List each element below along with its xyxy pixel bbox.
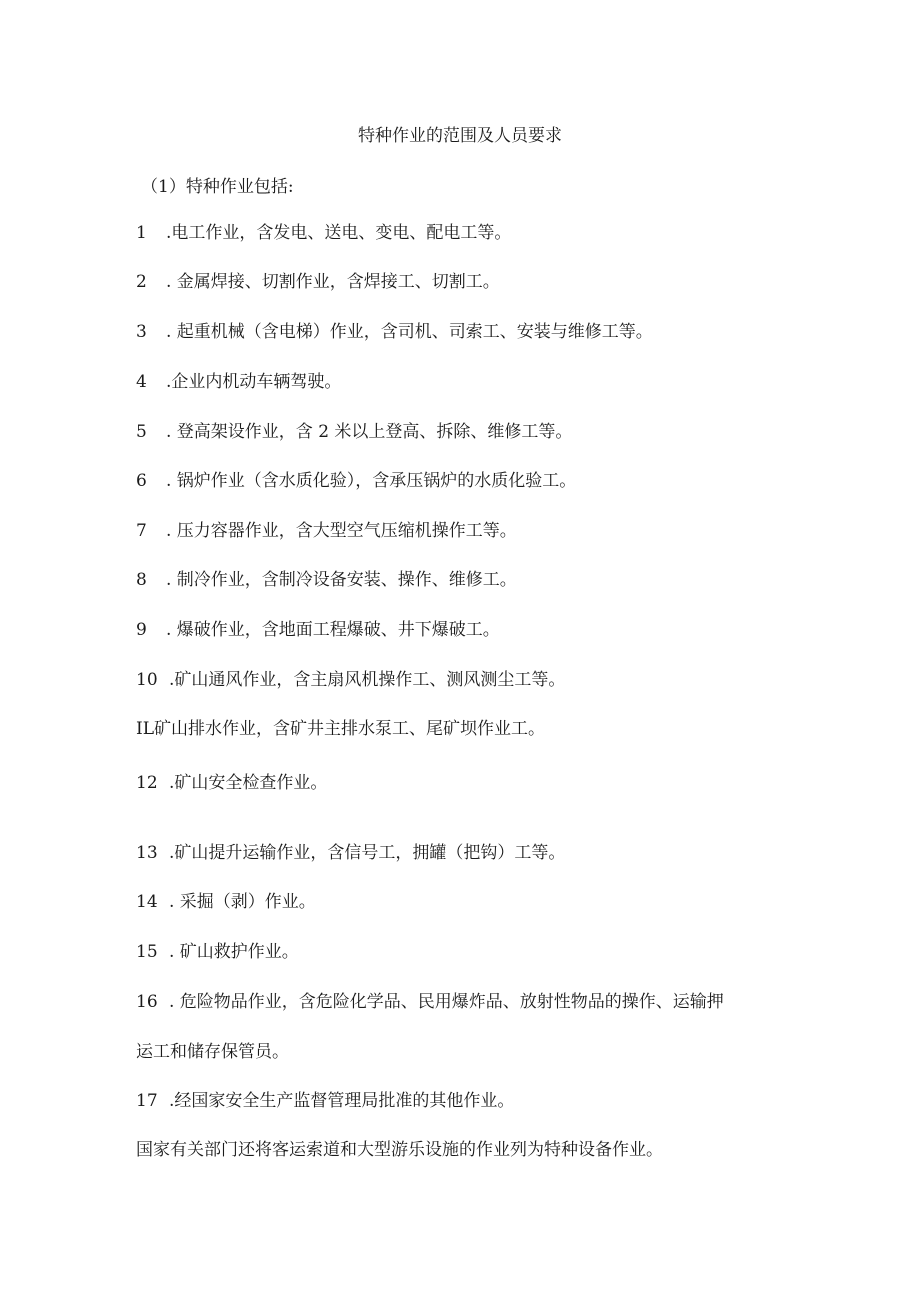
item-number: 7 [136,521,147,541]
list-item [136,420,572,444]
item-text: . 爆破作业，含地面工程爆破、井下爆破工。 [166,620,500,640]
closing-paragraph: 国家有关部门还将客运索道和大型游乐设施的作业列为特种设备作业。 [136,1140,663,1160]
list-item-continuation [136,1040,289,1064]
item-number: 2 [136,272,147,292]
list-item [136,519,517,543]
item-number: 4 [136,372,147,392]
item-text: . 制冷作业，含制冷设备安装、操作、维修工。 [166,570,517,590]
list-item [136,221,511,245]
item-text: . 登高架设作业，含 2 米以上登高、拆除、维修工等。 [166,422,573,442]
item-number: 12 [136,773,158,793]
item-text: .企业内机动车辆驾驶。 [166,372,342,392]
list-item [136,890,316,914]
list-item [136,1089,514,1113]
list-item [136,618,500,642]
list-item [136,568,517,592]
list-item [136,990,724,1014]
list-item [136,270,500,294]
item-text: . 金属焊接、切割作业，含焊接工、切割工。 [166,272,500,292]
item-text: 运工和储存保管员。 [136,1042,289,1062]
item-text: . 起重机械（含电梯）作业，含司机、司索工、安装与维修工等。 [166,322,653,342]
item-number: 1 [136,223,147,243]
list-item [136,841,565,865]
item-number: 16 [136,992,158,1012]
document-title: 特种作业的范围及人员要求 [358,126,562,146]
item-number: 10 [136,670,158,690]
list-item [136,717,545,741]
section-intro: （1）特种作业包括: [141,177,294,197]
item-text: . 矿山救护作业。 [169,942,299,962]
item-text: . 危险物品作业，含危险化学品、民用爆炸品、放射性物品的操作、运输押 [169,992,724,1012]
item-number: 5 [136,422,147,442]
item-number: 8 [136,570,147,590]
item-number: 15 [136,942,158,962]
item-text: . 锅炉作业（含水质化验），含承压锅炉的水质化验工。 [166,471,577,491]
item-number: 9 [136,620,147,640]
list-item [136,469,576,493]
item-text: IL矿山排水作业，含矿井主排水泵工、尾矿坝作业工。 [136,719,546,739]
item-text: . 压力容器作业，含大型空气压缩机操作工等。 [166,521,517,541]
item-text: .矿山提升运输作业，含信号工，拥罐（把钩）工等。 [169,843,566,863]
list-item [136,668,565,692]
list-item [136,370,341,394]
item-text: . 采掘（剥）作业。 [169,892,316,912]
item-number: 17 [136,1091,158,1111]
item-text: .经国家安全生产监督管理局批准的其他作业。 [169,1091,515,1111]
item-text: .矿山安全检查作业。 [169,773,328,793]
item-number: 13 [136,843,158,863]
list-item [136,940,299,964]
item-text: .电工作业，含发电、送电、变电、配电工等。 [166,223,512,243]
list-item [136,771,327,795]
item-number: 6 [136,471,147,491]
item-number: 14 [136,892,158,912]
item-number: 3 [136,322,147,342]
item-text: .矿山通风作业，含主扇风机操作工、测风测尘工等。 [169,670,566,690]
list-item [136,320,653,344]
